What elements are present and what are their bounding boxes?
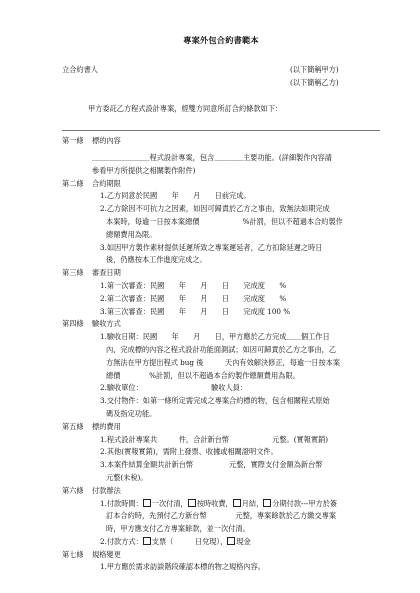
clause-line: 本案時，每逾一日按本案總價 %計罰，但以不超過本合約製作	[106, 216, 343, 226]
option-cheque: 支票（ 日兌現），	[151, 536, 228, 546]
article-6	[62, 485, 380, 549]
party-a-row	[62, 64, 380, 77]
party-a-suffix: (以下簡稱甲方)	[290, 64, 339, 74]
clause-line: 2.第二次審查：民國 年 月 日 完成度 %	[100, 293, 287, 303]
article-label: 第五條	[62, 421, 84, 431]
payment-method-line	[92, 536, 380, 549]
clause-line: 1.第一次審查：民國 年 月 日 完成度 %	[100, 280, 287, 290]
clause-line: 元整(未稅)。	[106, 472, 148, 482]
clause-line: 1.乙方同意於民國 年 月 日前完成。	[100, 191, 251, 201]
article-label: 第四條	[62, 319, 84, 329]
clause-line: 參看甲方所提供之相關製作附件)	[92, 165, 196, 175]
article-title: 驗收方式	[92, 319, 121, 329]
article-title: 標的費用	[92, 421, 121, 431]
option-lump-sum: 一次付清，	[151, 498, 188, 508]
checkbox-timed[interactable]	[188, 499, 196, 507]
divider	[62, 130, 380, 131]
option-cash: 現金	[236, 536, 251, 546]
checkbox-monthly[interactable]	[233, 499, 241, 507]
clause-line: 碼及指定功能。	[106, 408, 157, 418]
clause-line: 3.交付物件：如第一條所定需完成之專案合約標的物，包含相關程式原始	[100, 396, 330, 406]
article-label: 第三條	[62, 268, 84, 278]
article-label: 第一條	[62, 136, 84, 146]
party-b-suffix: (以下簡稱乙方)	[290, 77, 339, 87]
clause-line: 3.本案件結算金額共計新台幣 元整，實際支付金額為新台幣	[100, 460, 323, 470]
article-1	[62, 135, 380, 177]
article-3	[62, 267, 380, 318]
checkbox-lump-sum[interactable]	[143, 499, 151, 507]
article-4	[62, 318, 380, 420]
clause-line: 2.驗收單位： 驗收人員：	[100, 383, 248, 393]
article-title: 規格變更	[92, 549, 121, 559]
article-title: 合約期限	[92, 178, 121, 188]
checkbox-cash[interactable]	[227, 537, 235, 545]
checkbox-installment[interactable]	[263, 499, 271, 507]
clause-line: 總價 %計罰，但以不超過本合約製作總額費用為限。	[106, 370, 300, 380]
article-label: 第二條	[62, 178, 84, 188]
payment-time-label: 1.付款時間：	[100, 498, 143, 508]
article-label: 第七條	[62, 549, 84, 559]
signatory-label: 立合約書人	[62, 64, 98, 74]
option-timed: 按時收費，	[196, 498, 233, 508]
clause-line: 訂本合約時，先預付乙方新台幣 元整，專案餘款於乙方繳交專案	[106, 511, 337, 521]
clause-line: 總額費用為限。	[106, 229, 157, 239]
clause-line: 後，仍應按本工作進度完成之。	[106, 255, 207, 265]
preamble: 甲方委託乙方程式設計專案，經雙方同意所訂合約條款如下：	[88, 104, 283, 114]
article-5	[62, 421, 380, 485]
party-b-row	[62, 77, 380, 90]
clause-line: 1.甲方應於需求訪談階段確認本標的物之規格內容。	[100, 562, 265, 572]
option-monthly: 月結，	[241, 498, 264, 508]
clause-line: 方無法在甲方提出程式 bug 後 天內有效解決修正，每逾一日按本案	[106, 357, 341, 367]
article-title: 審查日期	[92, 268, 121, 278]
clause-line: 3.如因甲方製作素材提供延遲所致之專案遲延者，乙方扣除延遲之時日	[100, 242, 323, 252]
clause-line: 2.乙方除因不可抗力之因素，如因可歸責於乙方之事由，致無法如期完成	[100, 204, 330, 214]
clause-line: 1.程式設計專案共 件，合計新台幣 元整。(實報實銷)	[100, 434, 329, 444]
clause-line: 內，完成標的內容之程式設計功能面測試；如因可歸責於乙方之事由，乙	[106, 344, 337, 354]
article-label: 第六條	[62, 485, 84, 495]
clause-line: 時，甲方應支付乙方專案餘款，並一次付清。	[106, 524, 250, 534]
clause-line: ＿＿＿＿＿＿＿＿程式設計專案，包含＿＿＿＿主要功能。(詳細製作內容請	[92, 152, 332, 162]
clause-line: 1.驗收日期：民國 年 月 日，甲方應於乙方完成＿＿個工作日	[100, 332, 330, 342]
clause-line: 2.其他(實報實銷)，需附上發票、收據或相關證明文件。	[100, 447, 278, 457]
payment-time-line	[92, 498, 380, 511]
article-7	[62, 549, 380, 575]
article-title: 付款辦法	[92, 485, 121, 495]
checkbox-cheque[interactable]	[143, 537, 151, 545]
article-2	[62, 178, 380, 268]
clause-line: 3.第三次審查：民國 年 月 日 完成度 100 %	[100, 306, 291, 316]
option-installment: 分期付款---甲方於簽	[272, 498, 338, 508]
payment-method-label: 2.付款方式：	[100, 536, 143, 546]
article-title: 標的內容	[92, 136, 121, 146]
document-title: 專案外包合約書範本	[183, 35, 259, 45]
